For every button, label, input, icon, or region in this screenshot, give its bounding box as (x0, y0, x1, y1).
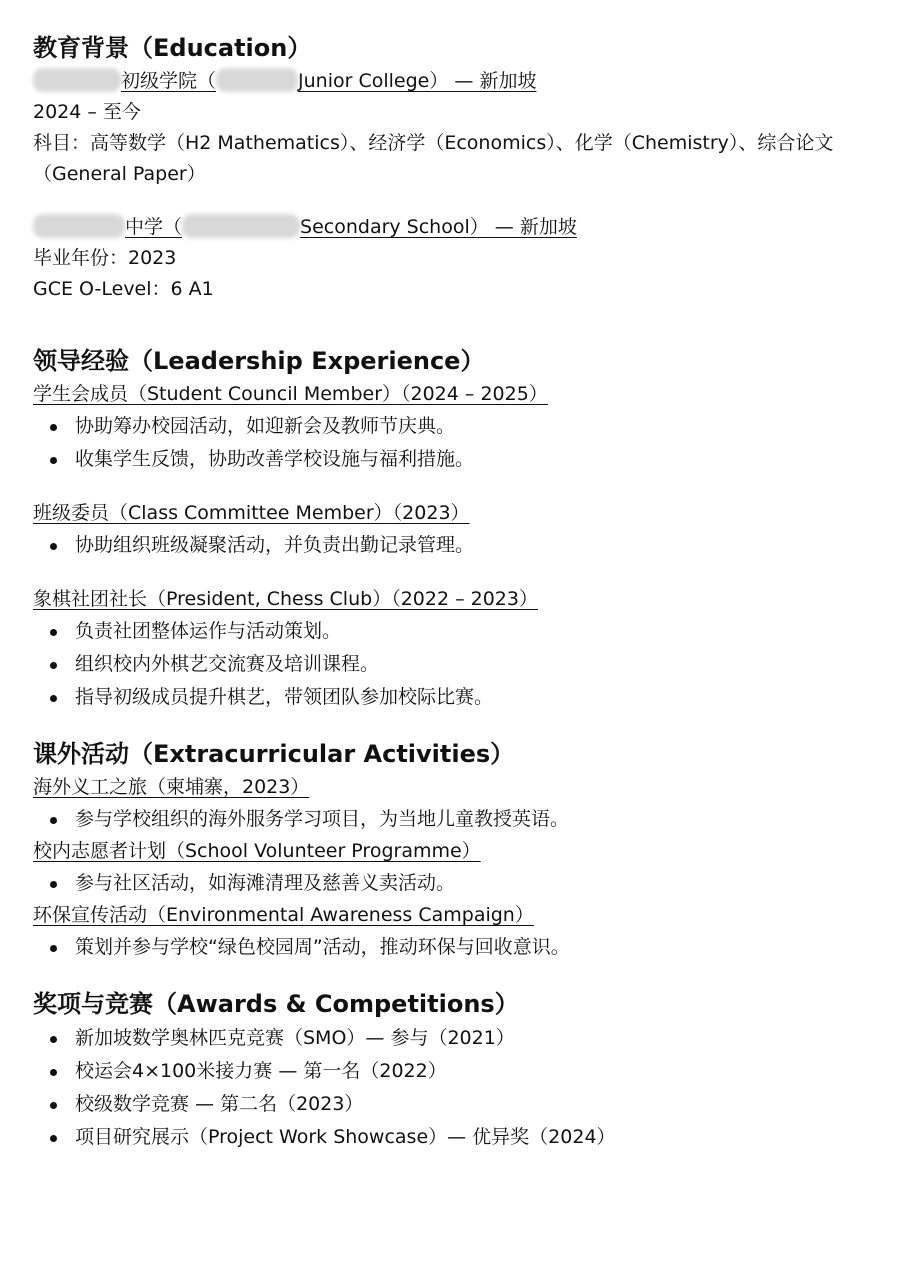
secondary-school-name: 中学（ Secondary School） — 新加坡 (33, 216, 577, 238)
awards-title: 奖项与竞赛（Awards & Competitions） (33, 990, 519, 1018)
redacted-text (33, 68, 121, 92)
list-item: 新加坡数学奥林匹克竞赛（SMO）— 参与（2021） (33, 1022, 878, 1055)
jc-subjects: 科目：高等数学（H2 Mathematics）、经济学（Economics）、化学（Chemistry）、综合论文（General Paper） (33, 132, 834, 185)
resume-document (33, 30, 878, 1154)
list-item: 参与社区活动，如海滩清理及慈善义卖活动。 (33, 867, 878, 900)
list-item: 收集学生反馈，协助改善学校设施与福利措施。 (33, 443, 878, 476)
list-item: 策划并参与学校“绿色校园周”活动，推动环保与回收意识。 (33, 931, 878, 964)
leadership-title: 领导经验（Leadership Experience） (33, 347, 485, 375)
list-item: 组织校内外棋艺交流赛及培训课程。 (33, 648, 878, 681)
list-item: 协助组织班级凝聚活动，并负责出勤记录管理。 (33, 529, 878, 562)
jc-period: 2024 – 至今 (33, 101, 141, 123)
secondary-school-line (33, 212, 878, 243)
secondary-graduation: 毕业年份：2023 (33, 247, 177, 269)
leadership-role-heading: 班级委员（Class Committee Member）（2023） (33, 502, 470, 524)
jc-school-name: 初级学院（ Junior College） — 新加坡 (33, 70, 536, 92)
activity-heading: 海外义工之旅（柬埔寨，2023） (33, 776, 310, 798)
redacted-text (33, 214, 125, 238)
redacted-text (216, 68, 298, 92)
list-item: 校运会4×100米接力赛 — 第一名（2022） (33, 1055, 878, 1088)
list-item: 负责社团整体运作与活动策划。 (33, 615, 878, 648)
list-item: 校级数学竞赛 — 第二名（2023） (33, 1088, 878, 1121)
list-item: 协助筹办校园活动，如迎新会及教师节庆典。 (33, 410, 878, 443)
extracurricular-title: 课外活动（Extracurricular Activities） (33, 740, 515, 768)
secondary-olevel: GCE O-Level：6 A1 (33, 278, 214, 300)
leadership-role-heading: 学生会成员（Student Council Member）（2024 – 2025） (33, 383, 548, 405)
list-item: 项目研究展示（Project Work Showcase）— 优异奖（2024） (33, 1121, 878, 1154)
list-item: 参与学校组织的海外服务学习项目，为当地儿童教授英语。 (33, 803, 878, 836)
leadership-role-heading: 象棋社团社长（President, Chess Club）（2022 – 2023） (33, 588, 538, 610)
jc-school-line (33, 66, 878, 97)
education-title: 教育背景（Education） (33, 34, 312, 62)
activity-heading: 环保宣传活动（Environmental Awareness Campaign） (33, 904, 534, 926)
redacted-text (182, 214, 300, 238)
list-item: 指导初级成员提升棋艺，带领团队参加校际比赛。 (33, 681, 878, 714)
activity-heading: 校内志愿者计划（School Volunteer Programme） (33, 840, 481, 862)
